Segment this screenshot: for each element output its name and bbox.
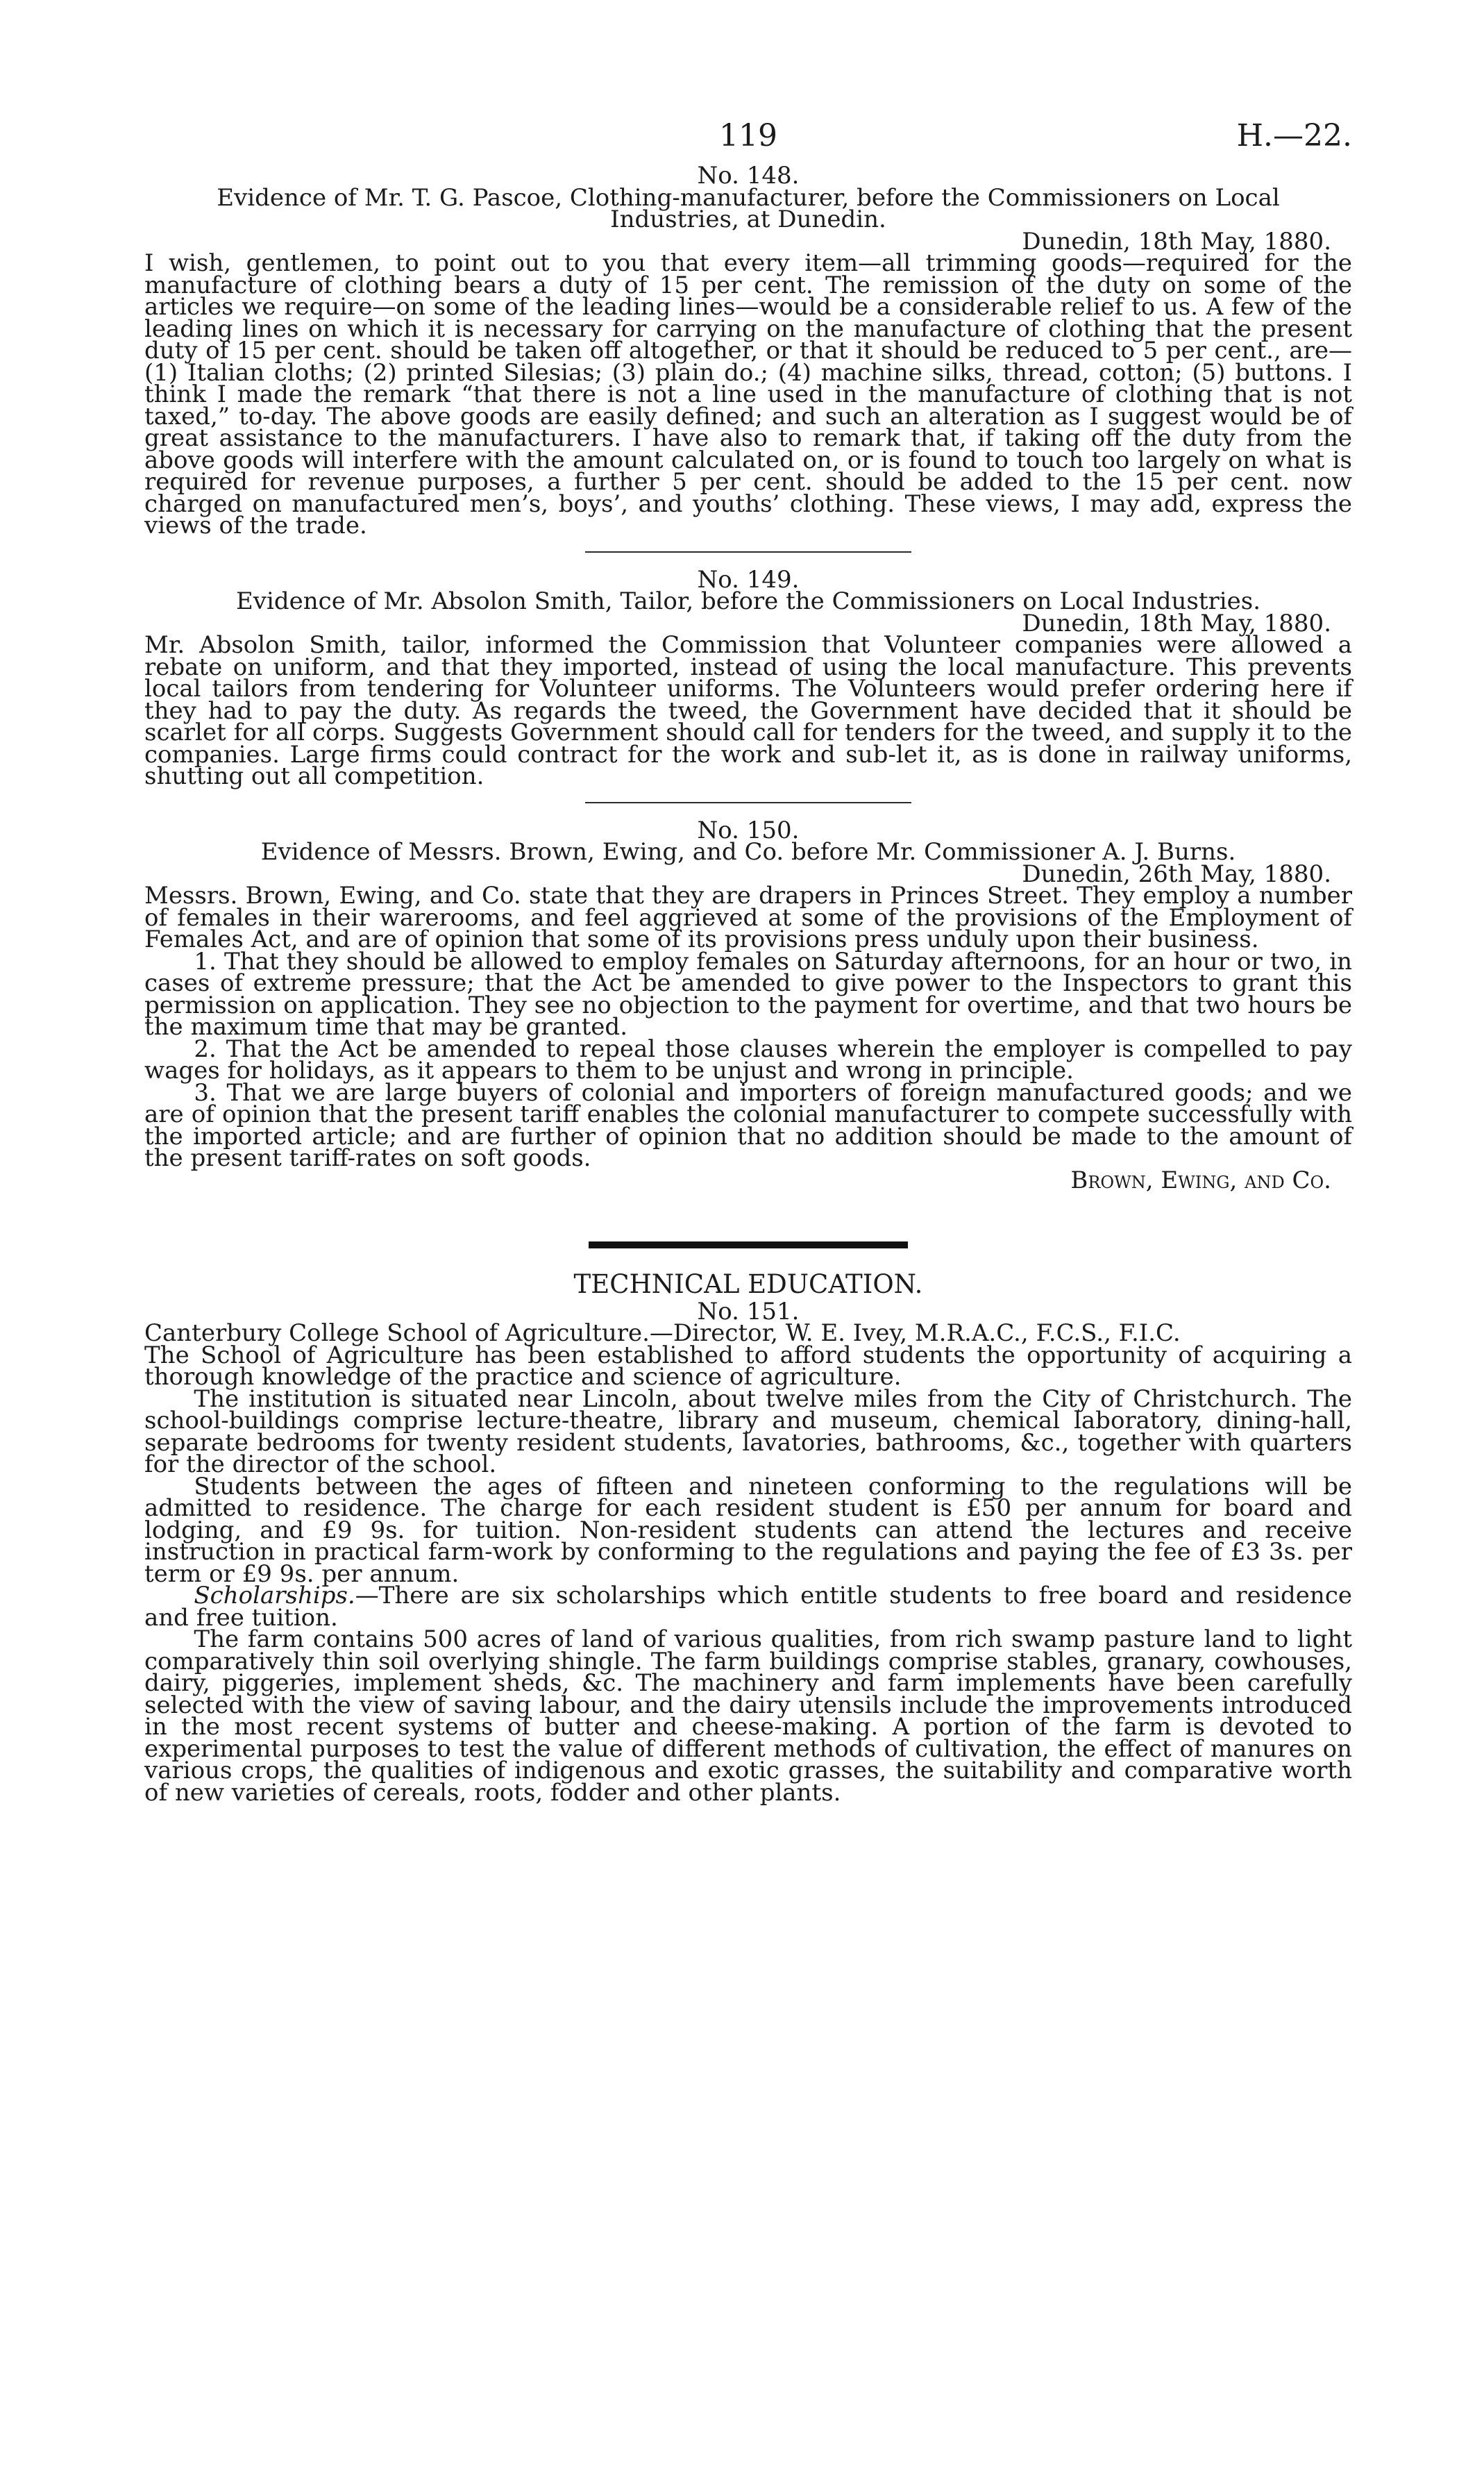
evidence-text: Mr. Absolon Smith, tailor, informed the Commission that Volunteer companies were allowed a rebate on uniform, and that they imported, instead of using the local manufacture. This prevents local tailors from tendering for Volunteer uniforms. The Volunteers would prefer ordering here if they had to pay the duty. As regards the tweed, the Government have decided that it should be scarlet for all corps. Suggests Government should call for tenders for the tweed, and supply it to the companies. Large firms could contract for the work and sub-let it, as is done in railway uniforms, shutting out all competition. (144, 631, 1352, 790)
section-technical-education (144, 1269, 1352, 1807)
college-line: Canterbury College School of Agriculture.—Director, W. E. Ivey, M.R.A.C., F.C.S., F.I.C. (144, 1319, 1181, 1347)
scholarships-label: Scholarships. (194, 1582, 355, 1609)
signature: Brown, Ewing, and Co. (1070, 1166, 1331, 1194)
dateline: Dunedin, 18th May, 1880. (1022, 609, 1331, 637)
section-divider (585, 802, 911, 803)
dateline: Dunedin, 18th May, 1880. (1022, 227, 1331, 256)
section-title: Evidence of Messrs. Brown, Ewing, and Co. before Mr. Commissioner A. J. Burns. (260, 838, 1236, 866)
numbered-point: 3. That we are large buyers of colonial and importers of foreign manufactured goods; and we are of opinion that the present tariff enables the colonial manufacturer to compete successfully with the imported article; and are further of opinion that no addition should be made to the amount of the present tariff-rates on soft goods. (144, 1078, 1352, 1172)
section-divider (585, 551, 911, 553)
scholarships-text: —There are six scholarships which entitle students to free board and residence and free tuition. (144, 1582, 1352, 1632)
page-number: 119 (719, 118, 777, 153)
dateline: Dunedin, 26th May, 1880. (1022, 860, 1331, 888)
page-header (144, 104, 1352, 160)
section-heading: TECHNICAL EDUCATION. (573, 1269, 923, 1299)
section-number: No. 151. (697, 1297, 800, 1325)
scholarships-paragraph (144, 1582, 1352, 1632)
section-149 (144, 565, 1352, 790)
numbered-point: 1. That they should be allowed to employ females on Saturday afternoons, for an hour or two, in cases of extreme pressure; that the Act be amended to give power to the Inspectors to grant this permission on application. They see no objection to the payment for overtime, and that two hours be the maximum time that may be granted. (144, 947, 1352, 1041)
major-divider (589, 1241, 908, 1248)
paragraph: The institution is situated near Lincoln, about twelve miles from the City of Christchurch. The school-buildings comprise lecture-theatre, library and museum, chemical laboratory, dining-hall, separate bedrooms for twenty resident students, lavatories, bathrooms, &c., together with quarters for the director of the school. (144, 1385, 1352, 1478)
document-reference: H.—22. (1236, 118, 1352, 153)
section-title: Evidence of Mr. Absolon Smith, Tailor, before the Commissioners on Local Industries. (235, 587, 1261, 615)
section-148 (144, 162, 1352, 539)
paragraph: Students between the ages of fifteen and nineteen conforming to the regulations will be admitted to residence. The charge for each resident student is £50 per annum for board and lodging, and £9 9s. for tuition. Non-resident students can attend the lectures and receive instruction in practical farm-work by conforming to the regulations and paying the fee of £3 3s. per term or £9 9s. per annum. (144, 1472, 1352, 1588)
paragraph: The farm contains 500 acres of land of various qualities, from rich swamp pasture land to light comparatively thin soil overlying shingle. The farm buildings comprise stables, granary, cowhouses, dairy, piggeries, implement sheds, &c. The machinery and farm implements have been carefully selected with the view of saving labour, and the dairy utensils include the improvements introduced in the most recent systems of butter and cheese-making. A portion of the farm is devoted to experimental purposes to test the value of different methods of cultivation, the effect of manures on various crops, the qualities of indigenous and exotic grasses, the suitability and comparative worth of new varieties of cereals, roots, fodder and other plants. (144, 1625, 1352, 1807)
section-title: Evidence of Mr. T. G. Pascoe, Clothing-manufacturer, before the Commissioners on Local Industries, at Dunedin. (217, 183, 1280, 233)
numbered-point: 2. That the Act be amended to repeal those clauses wherein the employer is compelled to pay wages for holidays, as it appears to them to be unjust and wrong in principle. (144, 1035, 1352, 1085)
section-number: No. 148. (697, 162, 800, 190)
document-page (144, 104, 1352, 1807)
paragraph: The School of Agriculture has been established to afford students the opportunity of acquiring a thorough knowledge of the practice and science of agriculture. (144, 1341, 1352, 1391)
section-number: No. 149. (697, 565, 800, 594)
evidence-intro: Messrs. Brown, Ewing, and Co. state that they are drapers in Princes Street. They employ a number of females in their warerooms, and feel aggrieved at some of the provisions of the Employment of Females Act, and are of opinion that some of its provisions press unduly upon their business. (144, 882, 1352, 953)
evidence-text: I wish, gentlemen, to point out to you that every item—all trimming goods—required for the manufacture of clothing bears a duty of 15 per cent. The remission of the duty on some of the articles we require—on some of the leading lines—would be a considerable relief to us. A few of the leading lines on which it is necessary for carrying on the manufacture of clothing that the present duty of 15 per cent. should be taken off altogether, or that it should be reduced to 5 per cent., are—(1) Italian cloths; (2) printed Silesias; (3) plain do.; (4) machine silks, thread, cotton; (5) buttons. I think I made the remark “that there is not a line used in the manufacture of clothing that is not taxed,” to-day. The above goods are easily defined; and such an alteration as I suggest would be of great assistance to the manufacturers. I have also to remark that, if taking off the duty from the above goods will interfere with the amount calculated on, or is found to touch too largely on what is required for revenue purposes, a further 5 per cent. should be added to the 15 per cent. now charged on manufactured men’s, boys’, and youths’ clothing. These views, I may add, express the views of the trade. (144, 249, 1352, 539)
section-150 (144, 816, 1352, 1194)
section-number: No. 150. (697, 816, 800, 844)
